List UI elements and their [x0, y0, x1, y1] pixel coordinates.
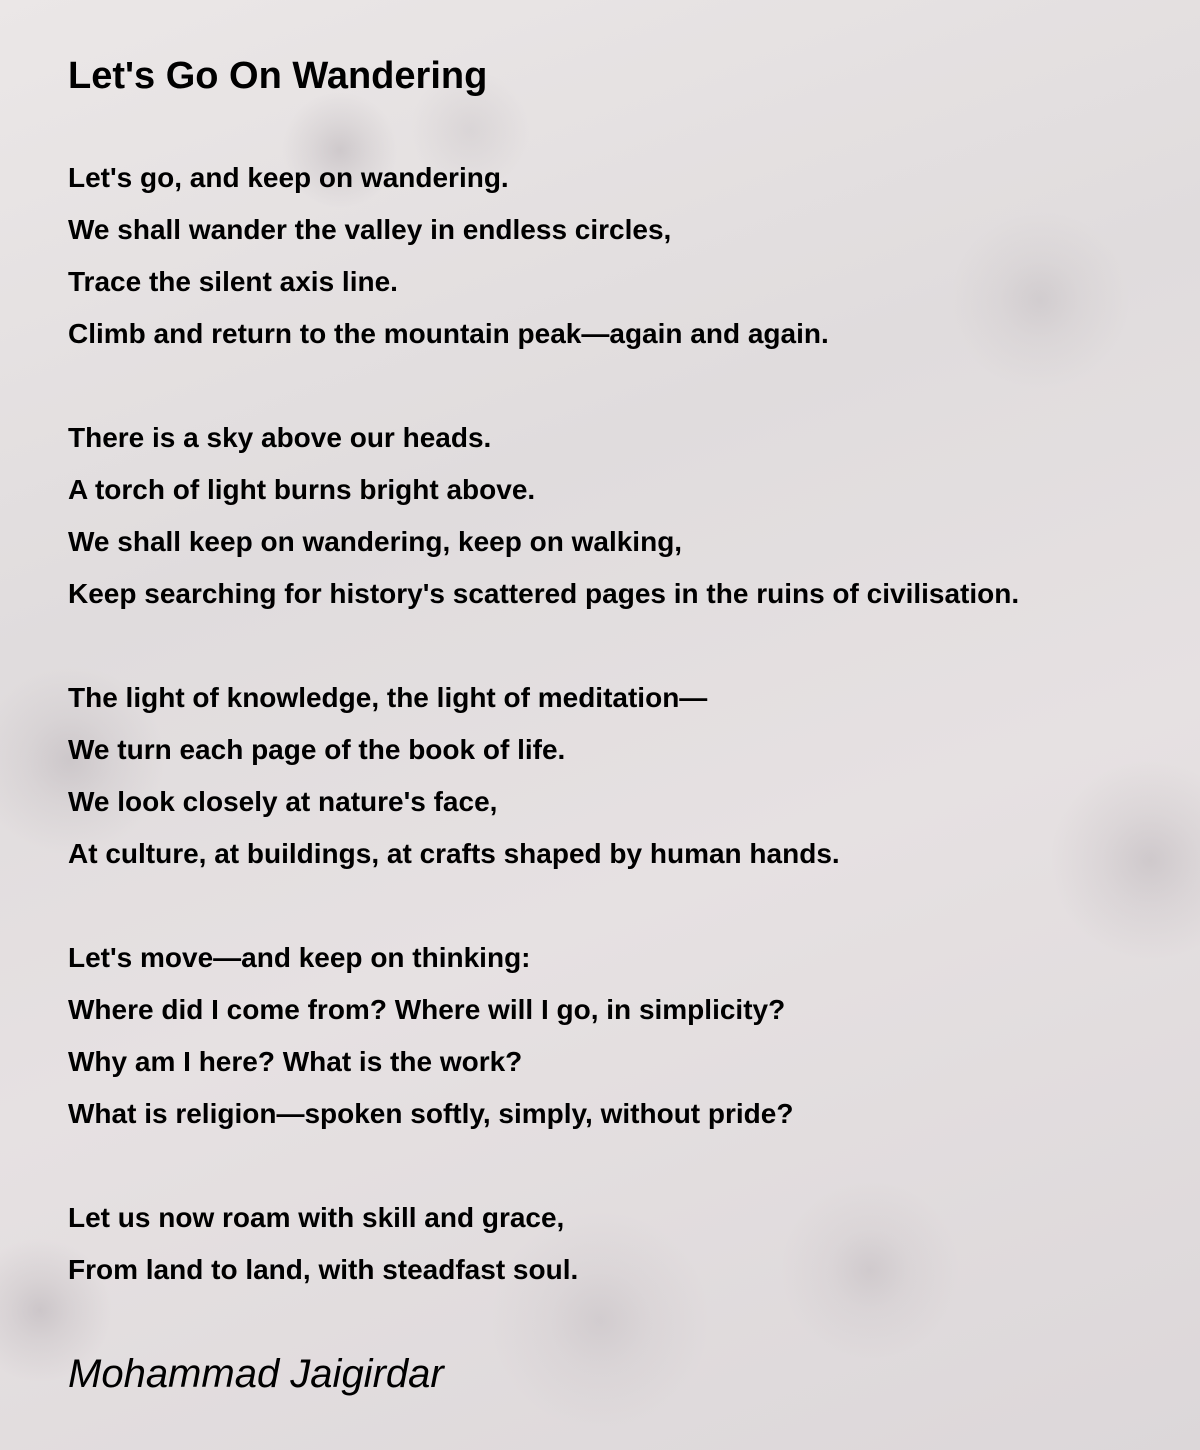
poem-line: A torch of light burns bright above.	[68, 474, 536, 505]
poem-line: We shall keep on wandering, keep on walking,	[68, 526, 683, 557]
poem-line: The light of knowledge, the light of meditation—	[68, 682, 708, 713]
stanza-2	[68, 412, 1188, 620]
poem-line: We turn each page of the book of life.	[68, 734, 566, 765]
poem-line: There is a sky above our heads.	[68, 422, 492, 453]
poem-line: Trace the silent axis line.	[68, 266, 398, 297]
poem-line: We look closely at nature's face,	[68, 786, 498, 817]
poem-line: Why am I here? What is the work?	[68, 1046, 523, 1077]
poem-line: Climb and return to the mountain peak—again and again.	[68, 318, 829, 349]
poem-line: Let's go, and keep on wandering.	[68, 162, 509, 193]
stanza-5	[68, 1192, 1188, 1296]
poem-line: From land to land, with steadfast soul.	[68, 1254, 579, 1285]
poem-line: Keep searching for history's scattered pages in the ruins of civilisation.	[68, 578, 1020, 609]
poem-body	[68, 152, 1188, 1296]
stanza-3	[68, 672, 1188, 880]
poem-page	[68, 48, 1188, 1400]
poem-line: At culture, at buildings, at crafts shaped by human hands.	[68, 838, 840, 869]
poem-author: Mohammad Jaigirdar	[68, 1352, 444, 1396]
poem-title: Let's Go On Wandering	[68, 55, 488, 97]
poem-line: What is religion—spoken softly, simply, without pride?	[68, 1098, 794, 1129]
poem-line: Where did I come from? Where will I go, in simplicity?	[68, 994, 786, 1025]
stanza-1	[68, 152, 1188, 360]
stanza-4	[68, 932, 1188, 1140]
poem-line: We shall wander the valley in endless circles,	[68, 214, 672, 245]
poem-line: Let's move—and keep on thinking:	[68, 942, 531, 973]
poem-line: Let us now roam with skill and grace,	[68, 1202, 565, 1233]
